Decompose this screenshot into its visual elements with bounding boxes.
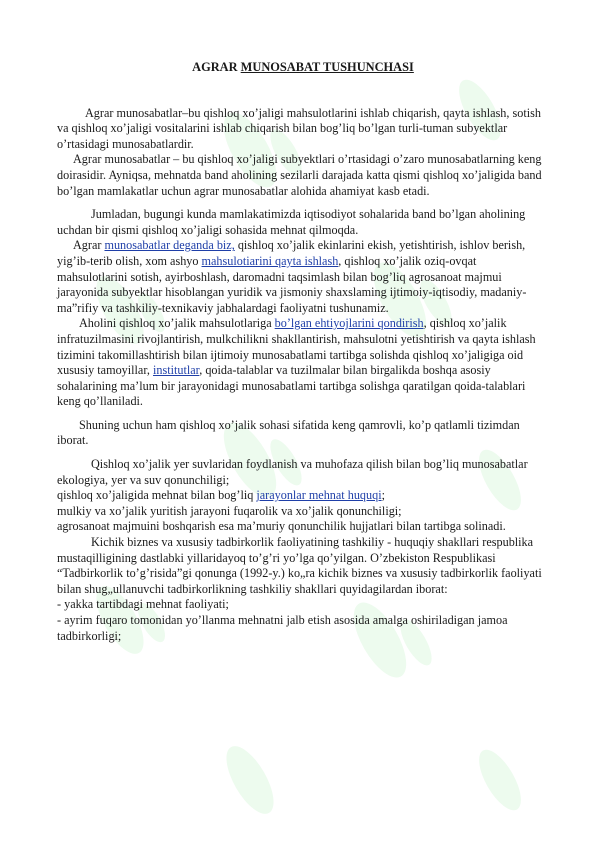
link-ehtiyojlar[interactable]: bo’lgan ehtiyojlarini qondirish <box>274 316 424 331</box>
paragraph-11: Kichik biznes va xususiy tadbirkorlik faoliyatining tashkiliy - huquqiy shakllari respublika mustaqilligining dastlabki yillaridayoq to’g’ri yo’lga qo’yilgan. O’zbekiston Respublikasi “Tadbirkorlik to’g’risida”gi qonunga (1992-y.) ko„ra kichik biznes va xususiy tadbirkorlik faoliyati bilan shug„ullanuvchi tadbirkorlikning tashkiliy shakllari quyidagilardan iborat: <box>57 535 542 596</box>
paragraph-7: Qishloq xo’jalik yer suvlaridan foydlanish va muhofaza qilish bilan bog’liq munosabatlar ekologiya, yer va suv qonunchiligi; <box>57 457 528 487</box>
list-item-1: - yakka tartibdagi mehnat faoliyati; <box>57 597 229 612</box>
paragraph-1: Agrar munosabatlar–bu qishloq xo’jaligi mahsulotlarini ishlab chiqarish, qayta ishlash, sotish va qishloq xo’jaligi vositalarini ishlab chiqarish bilan bog’liq bo’lgan turli-tuman subyektlar o’rtasidagi munosabatlardir. <box>57 105 541 151</box>
link-munosabatlar[interactable]: munosabatlar deganda biz, <box>104 238 235 253</box>
link-institutlar[interactable]: institutlar <box>153 363 200 378</box>
page-title: AGRAR MUNOSABAT TUSHUNCHASI <box>192 60 414 74</box>
paragraph-4: Agrar munosabatlar deganda biz, qishloq xo’jalik ekinlarini ekish, yetishtirish, ishlov berish, yig’ib-terib olish, xom ashyo mahsulotiarini qayta ishlash, qishloq xo’jalik oziq-ovqat mahsulotlarini sotish, ayirboshlash, daromadni taqsimlash bilan bog’liq agrosanoat majmui jarayonida subyektlar hisoblangan yuridik va jismoniy shaxslaming ijtimoiy-iqtisodiy, madaniy-ma”rifiy va tashkiliy-texnikaviy jabhalardagi faoliyatni tushunamiz. <box>57 238 527 315</box>
link-mehnat-huquqi[interactable]: jarayonlar mehnat huquqi <box>256 488 382 503</box>
paragraph-9: mulkiy va xo’jalik yuritish jarayoni fuqarolik va xo’jalik qonunchiligi; <box>57 503 402 518</box>
list-item-2: - ayrim fuqaro tomonidan yo’llanma mehnatni jalb etish asosida amalga oshiriladigan jamoa tadbirkorligi; <box>57 613 508 643</box>
paragraph-5: Aholini qishloq xo’jalik mahsulotlariga bo’lgan ehtiyojlarini qondirish, qishloq xo’jalik infratuzilmasini rivojlantirish, mulkchilikni shakllantirish, mahsulotni yetishtirish va qayta ishlash tizimini takomillashtirish bilan ijtimoiy munosabatlami tartibga solishda qishloq xo’jaligiga oid xususiy tamoyillar, institutlar, qoida-talablar va tuzilmalar bilan birgalikda boshqa asosiy sohalarining ma’lum bir jarayonidagi munosabatlami tartibga solishga qaratilgan qoida-talablari keng qo’llaniladi. <box>57 316 536 409</box>
paragraph-8: qishloq xo’jaligida mehnat bilan bog’liq jarayonlar mehnat huquqi; <box>57 488 385 503</box>
paragraph-3: Jumladan, bugungi kunda mamlakatimizda iqtisodiyot sohalarida band bo’lgan aholining uchdan bir qismi qishloq xo’jaligi sohasida mehnat qilmoqda. <box>57 207 526 237</box>
link-mahsulotlar[interactable]: mahsulotiarini qayta ishlash <box>201 253 339 268</box>
paragraph-6: Shuning uchun ham qishloq xo’jalik sohasi sifatida keng qamrovli, ko’p qatlamli tizimdan iborat. <box>57 417 520 448</box>
paragraph-10: agrosanoat majmuini boshqarish esa ma’muriy qonunchilik hujjatlari bilan tartibga solinadi. <box>57 519 506 534</box>
document-body <box>57 60 549 644</box>
paragraph-2: Agrar munosabatlar – bu qishloq xo’jaligi subyektlari o’rtasidagi o’zaro munosabatlarning keng doirasidir. Ayniqsa, mehnatda band aholining sezilarli darajada katta qismi qishloq xo’jaligida band bo’lgan mamlakatlar uchun agrar munosabatlar alohida ahamiyat kasb etadi. <box>57 152 542 198</box>
